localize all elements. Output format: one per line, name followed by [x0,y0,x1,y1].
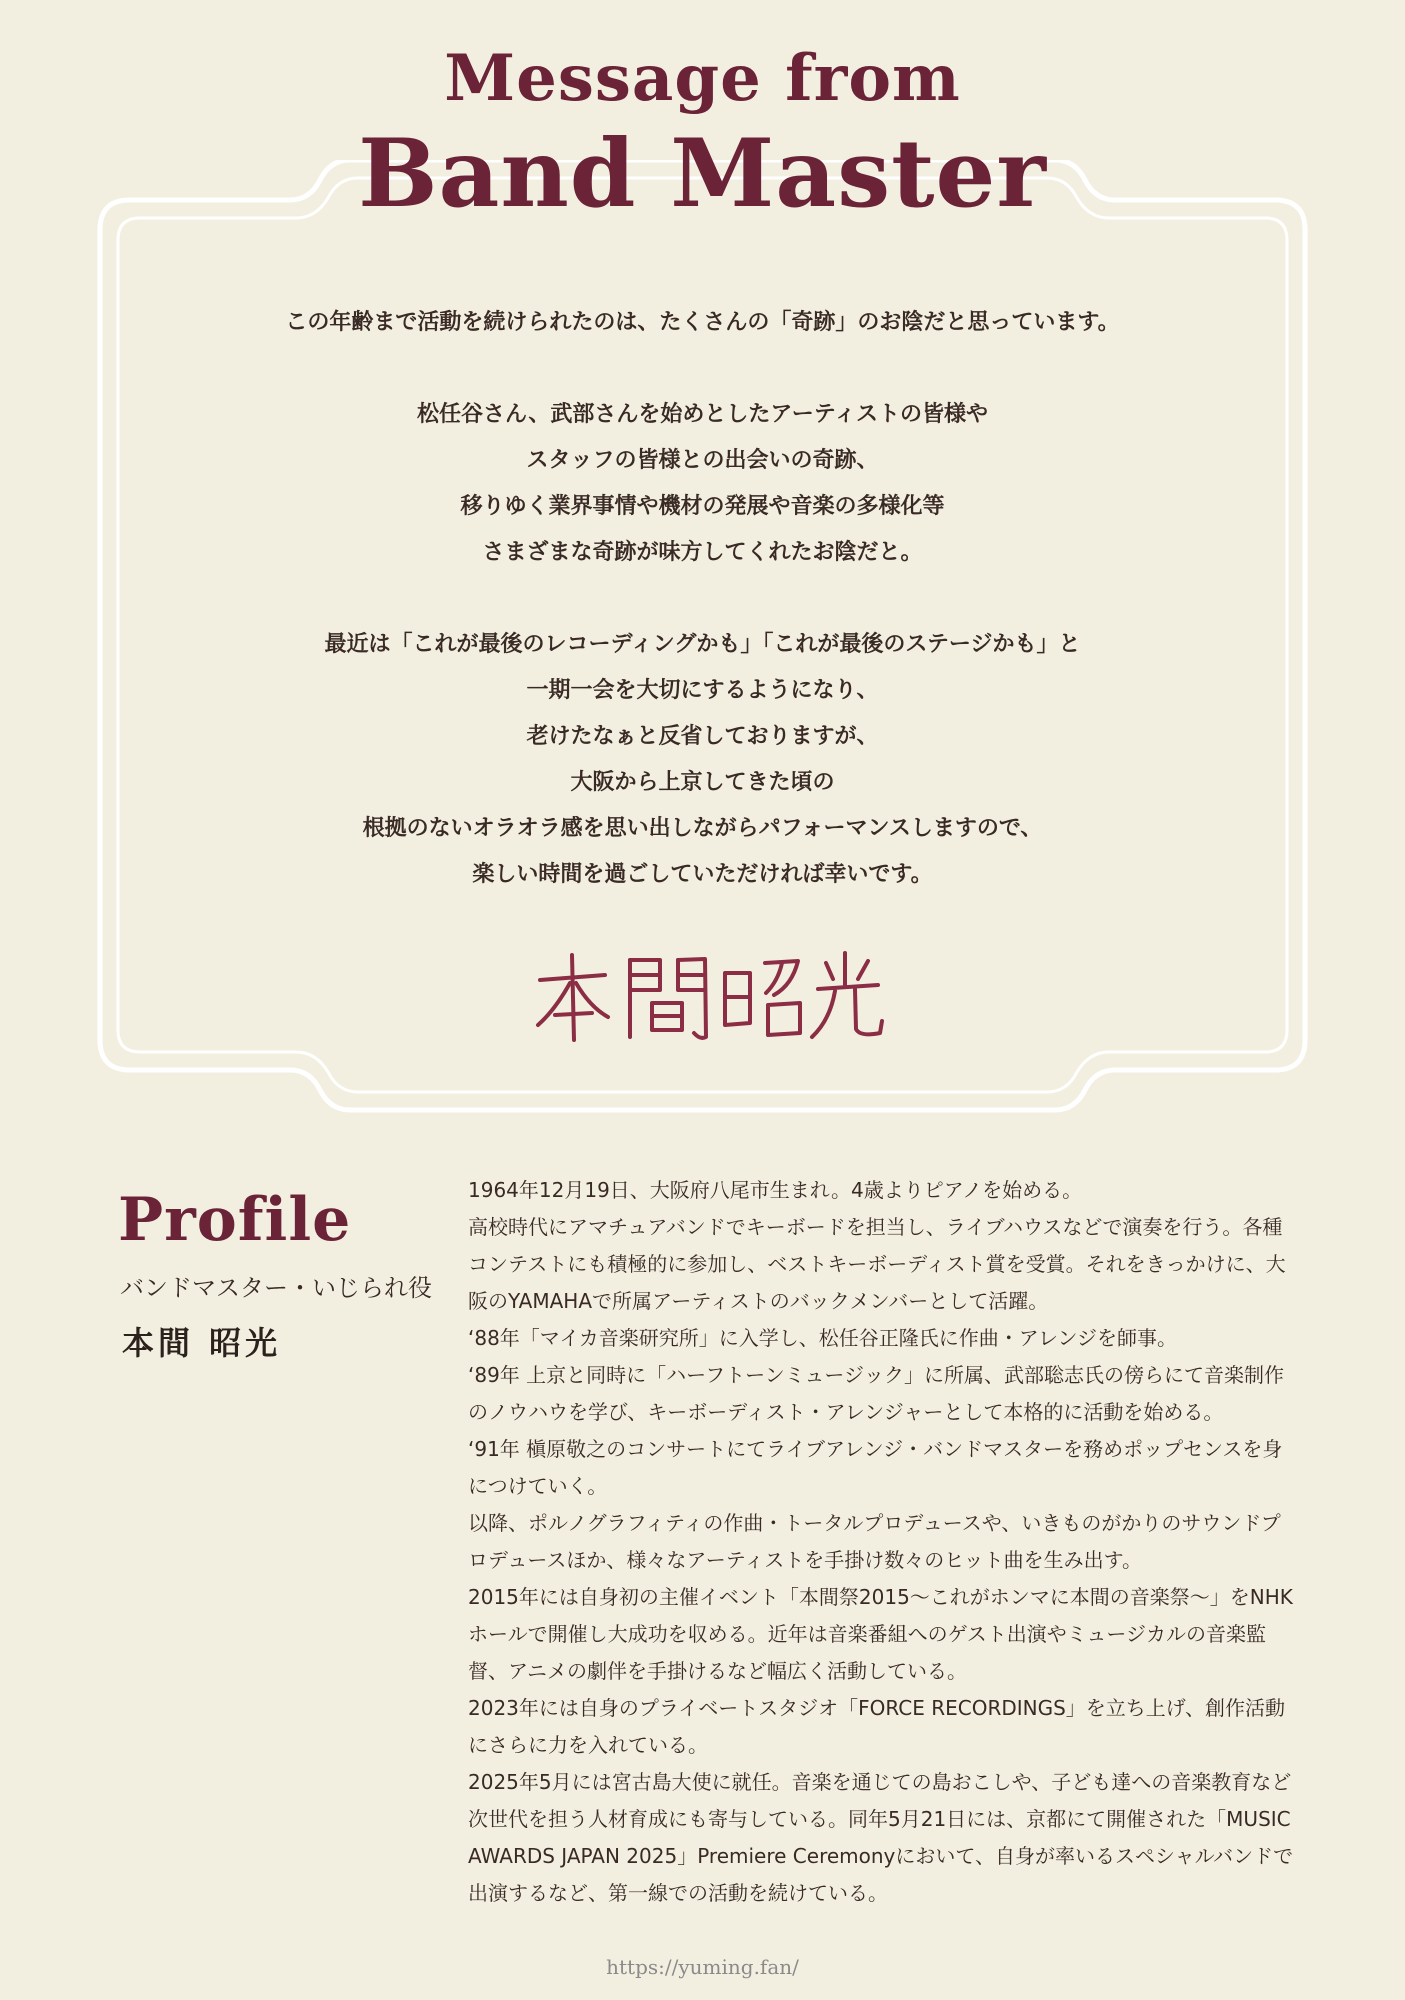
bio-paragraph: ‘91年 槇原敬之のコンサートにてライブアレンジ・バンドマスターを務めポップセンスを身につけていく。 [468,1437,1283,1498]
bio-paragraph: 以降、ポルノグラフィティの作曲・トータルプロデュースや、いきものがかりのサウンドプロデュースほか、様々なアーティストを手掛け数々のヒット曲を生み出す。 [468,1511,1281,1572]
bio-paragraph: 2023年には自身のプライベートスタジオ「FORCE RECORDINGS」を立ち上げ、創作活動にさらに力を入れている。 [468,1696,1285,1757]
message-line: さまざまな奇跡が味方してくれたお陰だと。 [482,540,923,565]
bio-paragraph: 2025年5月には宮古島大使に就任。音楽を通じての島おこしや、子ども達への音楽教育など次世代を担う人材育成にも寄与している。同年5月21日には、京都にて開催された「MUSIC AWARDS JAPAN 2025」Premiere Ceremonyにおいて、自身が率いるスペシャルバンドで出演するなど、第一線での活動を続けている。 [468,1770,1294,1905]
message-line: 老けたなぁと反省しておりますが、 [526,724,879,749]
footer-url: https://yuming.fan/ [606,1955,799,1979]
message-line: この年齢まで活動を続けられたのは、たくさんの「奇跡」のお陰だと思っています。 [285,310,1120,335]
profile-role: バンドマスター・いじられ役 [120,1274,432,1302]
message-line: 最近は「これが最後のレコーディングかも」「これが最後のステージかも」と [324,632,1081,657]
handwritten-signature [530,945,890,1045]
title-line-1: Message from [444,41,961,116]
message-gap [120,576,1285,622]
bio-paragraph: ‘88年「マイカ音楽研究所」に入学し、松任谷正隆氏に作曲・アレンジを師事。 [468,1326,1178,1350]
bio-paragraph: 1964年12月19日、大阪府八尾市生まれ。4歳よりピアノを始める。 [468,1178,1083,1202]
message-line: 一期一会を大切にするようになり、 [526,678,879,703]
message-line: 楽しい時間を過ごしていただければ幸いです。 [472,862,933,887]
message-line: 松任谷さん、武部さんを始めとしたアーティストの皆様や [417,402,988,427]
message-line: 根拠のないオラオラ感を思い出しながらパフォーマンスしますので、 [362,816,1043,841]
bio-paragraph: ‘89年 上京と同時に「ハーフトーンミュージック」に所属、武部聡志氏の傍らにて音楽制作のノウハウを学び、キーボーディスト・アレンジャーとして本格的に活動を始める。 [468,1363,1284,1424]
bio-paragraph: 高校時代にアマチュアバンドでキーボードを担当し、ライブハウスなどで演奏を行う。各種コンテストにも積極的に参加し、ベストキーボーディスト賞を受賞。それをきっかけに、大阪のYAMAHAで所属アーティストのバックメンバーとして活躍。 [468,1215,1286,1313]
message-gap [120,346,1285,392]
message-body [120,300,1285,898]
profile-biography [468,1172,1298,1912]
page-title [0,40,1405,230]
bio-paragraph: 2015年には自身初の主催イベント「本間祭2015～これがホンマに本間の音楽祭～」をNHKホールで開催し大成功を収める。近年は音楽番組へのゲスト出演やミュージカルの音楽監督、アニメの劇伴を手掛けるなど幅広く活動している。 [468,1585,1293,1683]
message-line: スタッフの皆様との出会いの奇跡、 [526,448,879,473]
title-line-2: Band Master [358,119,1047,229]
profile-heading: Profile [118,1185,352,1255]
message-line: 大阪から上京してきた頃の [570,770,835,795]
profile-name: 本間 昭光 [122,1324,282,1362]
message-line: 移りゆく業界事情や機材の発展や音楽の多様化等 [460,494,945,519]
